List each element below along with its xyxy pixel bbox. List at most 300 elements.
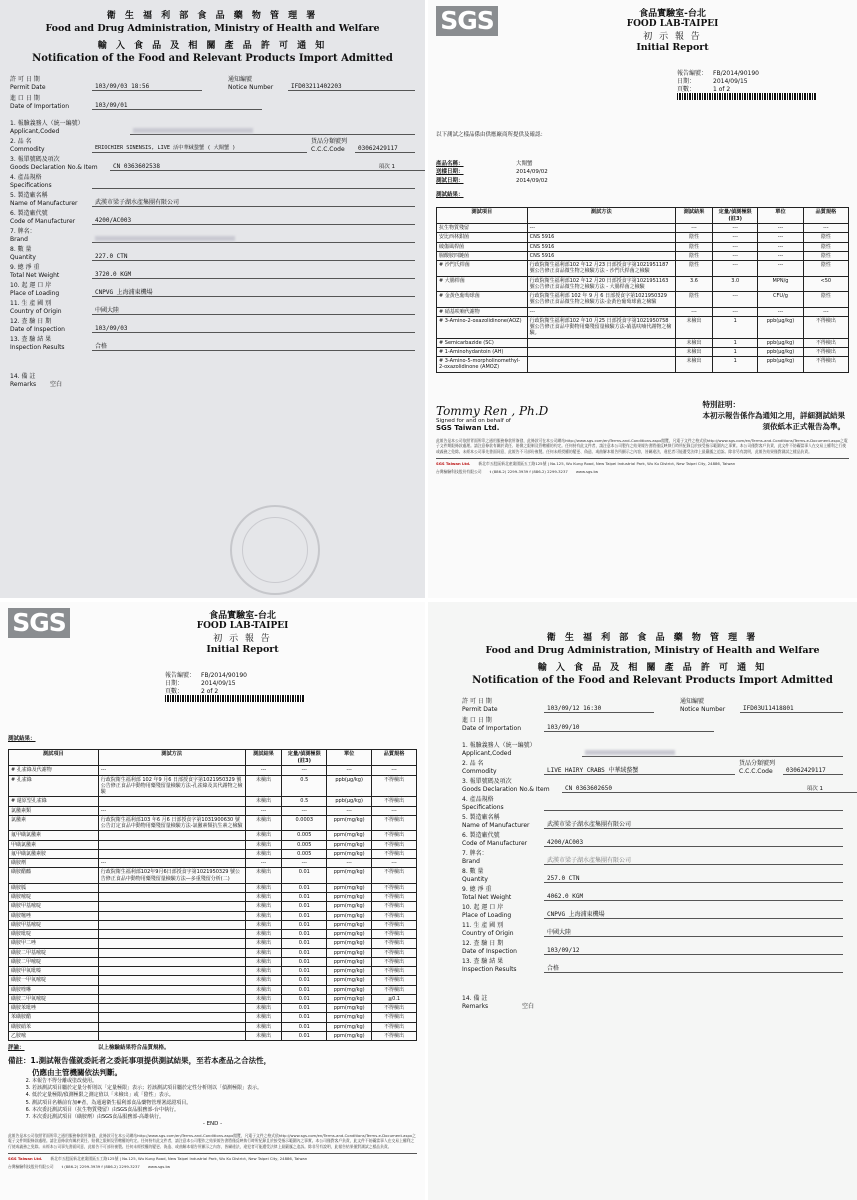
footer-tel: t (886-2) 2299-3939 f (886-2) 2299-3237 xyxy=(61,1163,140,1169)
table-cell: 磺胺噻唑 xyxy=(9,911,99,920)
conclusion-label: 評論： xyxy=(8,1045,25,1051)
qty-label-en: Quantity xyxy=(462,875,488,883)
table-row xyxy=(9,967,417,976)
table-cell: --- xyxy=(372,766,417,775)
fda-notification-1 xyxy=(0,0,425,598)
table-row xyxy=(9,1004,417,1013)
weight-value: 3720.0 KGM xyxy=(92,271,415,280)
table-cell: ppm(mg/kg) xyxy=(327,948,372,957)
table-cell: 磺胺醋醯 xyxy=(9,868,99,884)
result-label-en: Inspection Results xyxy=(462,965,517,973)
table-cell: --- xyxy=(713,307,758,316)
table-cell: 未檢出 xyxy=(245,797,282,806)
table-cell: --- xyxy=(245,859,282,868)
report-titles xyxy=(68,608,417,655)
table-cell: ppb(μg/kg) xyxy=(758,347,803,356)
remark-1 xyxy=(8,1055,417,1078)
table-row xyxy=(437,242,849,251)
table-cell: 未檢出 xyxy=(675,316,712,338)
origin-value: 中國大陸 xyxy=(544,929,843,938)
received-label: 送樣日期： xyxy=(436,169,464,176)
remarks-label-zh: 14. 備 註 xyxy=(462,995,488,1002)
column-header: 定量/偵測極限(註3) xyxy=(282,750,327,766)
notice-number: IFD03U11418801 xyxy=(740,705,843,714)
table-row xyxy=(9,883,417,892)
commodity-value: ERIOCHIER SINENSIS, LIVE 活中華絨螯蟹 ( 大閘蟹 ) xyxy=(92,145,307,153)
result-label-en: Inspection Results xyxy=(10,343,65,351)
signer-name: Tommy Ren , Ph.D xyxy=(436,404,549,419)
table-row xyxy=(9,766,417,775)
inspection-date-value: 103/09/12 xyxy=(544,947,843,956)
commodity-label-en: Commodity xyxy=(462,767,497,775)
table-cell: 未檢出 xyxy=(245,939,282,948)
inspection-date-row xyxy=(462,940,843,955)
ccc-label-en: C.C.C.Code xyxy=(739,767,773,775)
table-cell: --- xyxy=(98,766,245,775)
table-cell: 1 xyxy=(713,347,758,356)
table-cell: 行政院衛生福利部 102 年 9 月 6 日部授食字第1021950329 號公告修正食品微生物之檢驗方法-金黃色葡萄球菌之檢驗 xyxy=(527,292,675,308)
test-date-label: 測試日期： xyxy=(436,177,464,184)
brand-label-en: Brand xyxy=(10,235,28,243)
table-cell xyxy=(98,831,245,840)
table-cell: CNS 5916 xyxy=(527,233,675,242)
column-header: 品質規格 xyxy=(803,208,848,224)
table-cell: 0.01 xyxy=(282,948,327,957)
table-cell: --- xyxy=(527,224,675,233)
table-cell: 磺胺甲二唑 xyxy=(9,939,99,948)
table-cell: 未檢出 xyxy=(245,994,282,1003)
table-row xyxy=(9,902,417,911)
table-cell: --- xyxy=(713,242,758,251)
loading-value: CNPVG 上海浦東機場 xyxy=(92,289,415,298)
table-cell: ppb(μg/kg) xyxy=(327,797,372,806)
table-cell: 0.5 xyxy=(282,797,327,806)
official-seal xyxy=(230,505,320,595)
table-cell: 未檢出 xyxy=(245,957,282,966)
permit-row xyxy=(10,76,415,91)
column-header: 測試方法 xyxy=(98,750,245,766)
table-cell: ppb(μg/kg) xyxy=(758,316,803,338)
table-cell: 磺胺嘧啶 xyxy=(9,893,99,902)
table-cell: 0.005 xyxy=(282,849,327,858)
table-cell: --- xyxy=(758,233,803,242)
table-cell xyxy=(98,840,245,849)
sample-info xyxy=(436,160,849,199)
table-cell: 0.01 xyxy=(282,920,327,929)
table-cell: CNS 5916 xyxy=(527,242,675,251)
table-cell: 磺胺吡啶 xyxy=(9,930,99,939)
table-cell: --- xyxy=(372,859,417,868)
table-cell: --- xyxy=(327,859,372,868)
lab-name-en: FOOD LAB-TAIPEI xyxy=(626,19,719,29)
table-cell: ppm(mg/kg) xyxy=(327,893,372,902)
table-cell xyxy=(98,957,245,966)
table-cell xyxy=(98,994,245,1003)
table-row xyxy=(437,224,849,233)
result-label-zh: 13. 查 驗 結 果 xyxy=(462,958,504,965)
table-cell xyxy=(527,357,675,373)
origin-value: 中國大陸 xyxy=(92,307,415,316)
table-cell: ppm(mg/kg) xyxy=(327,1013,372,1022)
report-type-zh: 初 示 報 告 xyxy=(643,32,702,42)
table-header-row xyxy=(9,750,417,766)
report-type-en: Initial Report xyxy=(206,644,279,655)
table-cell: 行政院衛生福利部102 年10 月25 日部授食字第1021950758號公告修正食品中動物用藥殘留量檢驗方法-硝基呋喃代謝物之檢驗。 xyxy=(527,316,675,338)
table-cell: 苯磺胺醋 xyxy=(9,1013,99,1022)
column-header: 測試項目 xyxy=(9,750,99,766)
table-cell: # 3-Amino-5-morpholinomethyl-2-oxazolidinone (AMOZ) xyxy=(437,357,528,373)
fda-agency-zh: 衛 生 福 利 部 食 品 藥 物 管 理 署 xyxy=(106,11,319,21)
table-cell: 未檢出 xyxy=(245,967,282,976)
table-cell: ppm(mg/kg) xyxy=(327,985,372,994)
barcode xyxy=(677,93,817,100)
remarks-label-en: Remarks xyxy=(10,380,37,388)
result-row xyxy=(462,958,843,973)
remark-1-line-2: 仍應由主管機關依法判斷。 xyxy=(32,1067,122,1077)
declaration-value: CN 0363602538 xyxy=(110,163,425,172)
table-cell: 0.01 xyxy=(282,930,327,939)
table-row xyxy=(437,276,849,292)
column-header: 品質規格 xyxy=(372,750,417,766)
table-row xyxy=(9,911,417,920)
table-cell: --- xyxy=(758,224,803,233)
footer-company: SGS Taiwan Ltd. xyxy=(8,1155,43,1161)
applicant-row xyxy=(462,742,843,757)
permit-date: 103/09/03 18:56 xyxy=(92,83,202,92)
loading-label-en: Place of Loading xyxy=(10,289,60,297)
signing-company: SGS Taiwan Ltd. xyxy=(436,424,500,433)
permit-label-en: Permit Date xyxy=(462,705,498,713)
table-cell: 未檢出 xyxy=(245,920,282,929)
table-cell: 磺胺二甲基嘧啶 xyxy=(9,948,99,957)
special-note-title: 特別註明： xyxy=(702,399,740,409)
mfr-code-row xyxy=(10,210,415,225)
intro-text: 以下測試之樣品係由供應廠商所提供及確認： xyxy=(436,132,547,138)
ccc-label-zh: 貨品分類號列 xyxy=(311,138,348,145)
test-date: 2014/09/02 xyxy=(516,177,548,184)
table-cell: CNS 5916 xyxy=(527,251,675,260)
result-value: 合格 xyxy=(92,343,415,352)
applicant-label-en: Applicant,Coded xyxy=(462,749,512,757)
report-type-zh: 初 示 報 告 xyxy=(213,634,272,644)
table-cell: 磺胺喹啉 xyxy=(9,985,99,994)
table-cell: 不得檢出 xyxy=(372,957,417,966)
fda-header xyxy=(462,630,843,686)
table-cell: 0.01 xyxy=(282,1013,327,1022)
table-cell: ppm(mg/kg) xyxy=(327,831,372,840)
table-cell: 行政院衛生福利部102 年12 月20 日部授食字第1021951163 號公告修正食品微生物之檢驗方法 - 大腸桿菌之檢驗 xyxy=(527,276,675,292)
signature-block xyxy=(436,399,849,433)
commodity-label-zh: 2. 品 名 xyxy=(10,138,32,145)
fda-title-en: Notification of the Food and Relevant Products Import Admitted xyxy=(472,675,833,686)
results-heading xyxy=(8,735,417,743)
table-row xyxy=(9,815,417,831)
table-cell: 0.01 xyxy=(282,1022,327,1031)
page-footer xyxy=(436,458,849,467)
table-cell xyxy=(527,338,675,347)
table-cell: 未檢出 xyxy=(245,840,282,849)
table-cell: 不得檢出 xyxy=(372,920,417,929)
spec-row xyxy=(10,174,415,189)
table-cell: --- xyxy=(713,261,758,277)
fda-title-en: Notification of the Food and Relevant Products Import Admitted xyxy=(32,53,393,64)
table-cell: 不得檢出 xyxy=(372,893,417,902)
table-cell: --- xyxy=(758,307,803,316)
table-cell: 陰性 xyxy=(675,251,712,260)
table-cell: # 孔雀綠及代謝物 xyxy=(9,766,99,775)
note-item: 3. 若該測試項目屬於定量分析則以「定量極限」表示；若該測試項目屬於定性分析則以「偵測極限」表示。 xyxy=(32,1085,417,1092)
table-cell: 磺胺劑 xyxy=(9,859,99,868)
ccc-code: 03062429117 xyxy=(355,145,415,154)
table-cell xyxy=(98,1013,245,1022)
table-cell: 未檢出 xyxy=(245,1022,282,1031)
table-cell: 不得檢出 xyxy=(372,831,417,840)
table-cell: # Semicarbazide (SC) xyxy=(437,338,528,347)
table-cell xyxy=(98,1004,245,1013)
table-cell: 不得檢出 xyxy=(803,316,848,338)
table-cell: 不得檢出 xyxy=(372,868,417,884)
table-cell xyxy=(98,985,245,994)
applicant-label-en: Applicant,Coded xyxy=(10,127,60,135)
weight-label-zh: 9. 總 淨 重 xyxy=(462,886,492,893)
mfr-code-row xyxy=(462,832,843,847)
table-cell: 0.01 xyxy=(282,902,327,911)
table-cell: ppm(mg/kg) xyxy=(327,920,372,929)
table-cell: 不得檢出 xyxy=(372,1022,417,1031)
table-cell: <50 xyxy=(803,276,848,292)
inspection-date-value: 103/09/03 xyxy=(92,325,415,334)
lab-name-zh: 食品實驗室-台北 xyxy=(209,611,276,621)
item-label: 項次 1 xyxy=(806,786,823,793)
ccc-label-en: C.C.C.Code xyxy=(311,145,345,153)
declaration-row xyxy=(10,156,415,171)
table-cell: 行政院衛生福利部103 年6 月6 日部授食字第1031900630 號公告訂定食品中動物用藥殘留量檢驗方法-氯黴素類抗生素之檢驗 xyxy=(98,815,245,831)
date-label: 日期： xyxy=(165,679,184,687)
table-cell: 未檢出 xyxy=(245,976,282,985)
applicant-label-zh: 1. 報驗義務人（統一編號） xyxy=(10,120,84,127)
table-cell: 未檢出 xyxy=(245,775,282,797)
table-cell xyxy=(98,920,245,929)
table-cell: 未檢出 xyxy=(245,985,282,994)
fda-header xyxy=(10,8,415,64)
table-row xyxy=(9,920,417,929)
table-cell: 未檢出 xyxy=(245,1031,282,1040)
table-cell xyxy=(98,976,245,985)
sample-name-label: 產品名稱： xyxy=(436,161,464,167)
end-marker: - END - xyxy=(202,1121,223,1128)
origin-row xyxy=(462,922,843,937)
qty-label-zh: 8. 數 量 xyxy=(10,246,32,253)
received-date: 2014/09/02 xyxy=(516,169,548,176)
table-cell: 甲磺氯黴素 xyxy=(9,840,99,849)
loading-row xyxy=(10,282,415,297)
table-cell: --- xyxy=(758,261,803,277)
table-row xyxy=(437,261,849,277)
table-cell: 不得檢出 xyxy=(372,797,417,806)
import-date: 103/09/10 xyxy=(544,724,714,733)
table-cell: ppm(mg/kg) xyxy=(327,815,372,831)
table-cell: 磺胺甲基嘧啶 xyxy=(9,902,99,911)
table-cell: ppm(mg/kg) xyxy=(327,868,372,884)
table-cell: --- xyxy=(327,766,372,775)
weight-label-en: Total Net Weight xyxy=(10,271,60,279)
declaration-value: CN 0363602650 xyxy=(562,785,857,794)
table-cell: 0.01 xyxy=(282,967,327,976)
page-label: 頁數： xyxy=(165,687,184,695)
spec-label-en: Specifications xyxy=(10,181,52,189)
manufacturer-value: 武漢市梁子湖水產集團有限公司 xyxy=(544,821,843,830)
report-no-label: 報告編號： xyxy=(165,672,196,679)
brand-value: 武漢市梁子湖水產集團有限公司 xyxy=(544,857,843,866)
table-cell xyxy=(98,930,245,939)
inspdate-label-en: Date of Inspection xyxy=(462,947,517,955)
results-table-page-1 xyxy=(436,207,849,373)
table-cell: --- xyxy=(675,307,712,316)
import-row xyxy=(10,95,415,110)
terms-fine-print: 此報告是本公司依照背面所印之通用服務條款所簽發，此條款可在本公司網站http://www.sgs.com/en/Terms-and-Conditions.aspx閱覽，凡電子文件之格式依http://www.sgs.com/en/Terms-and-Conditions/Terms-e-Document.aspx之電子文件期限條款處理。請注意條款有關於責任、賠償之限制及管轄權的約定。任何持有此文件者，請注意本公司製作之結果報告書將僅反映執行時所紀錄且於接受指示範圍內之事實。本公司僅對客戶負責，此文件不妨礙當事人在交易上權利之行使或義務之免除。未經本公司事先書面同意，此報告不可部份複製。任何未經授權的變更、偽造、或曲解本報告所顯示之內容，皆屬違法，違犯者可能遭受法律上最嚴厲之追訴。除非另有說明，此報告結果僅對測試之樣品負責。 xyxy=(436,438,848,454)
table-row xyxy=(437,251,849,260)
table-cell: ppm(mg/kg) xyxy=(327,840,372,849)
spec-value xyxy=(92,181,415,189)
page-footer-2 xyxy=(8,1162,417,1170)
table-cell: 未檢出 xyxy=(245,815,282,831)
table-cell: 未檢出 xyxy=(245,948,282,957)
result-row xyxy=(10,336,415,351)
table-cell: 磺胺二甲氧嘧啶 xyxy=(9,994,99,1003)
table-cell: 不得檢出 xyxy=(372,849,417,858)
table-cell: 0.01 xyxy=(282,939,327,948)
table-cell: 0.5 xyxy=(282,775,327,797)
loading-label-en: Place of Loading xyxy=(462,911,512,919)
sgs-logo: SGS xyxy=(8,608,70,638)
brand-label-zh: 7. 牌名： xyxy=(462,850,488,857)
table-cell: --- xyxy=(327,806,372,815)
mfr-code-value: 4200/AC003 xyxy=(92,217,415,226)
conclusion-text: 以上檢驗結果符合品質規格。 xyxy=(98,1045,170,1051)
column-header: 測試方法 xyxy=(527,208,675,224)
spec-row xyxy=(462,796,843,811)
loading-label-zh: 10. 起 運 口 岸 xyxy=(10,282,52,289)
table-cell: ppm(mg/kg) xyxy=(327,849,372,858)
qty-label-en: Quantity xyxy=(10,253,36,261)
table-cell: 陰性 xyxy=(675,242,712,251)
column-header: 測試結果 xyxy=(245,750,282,766)
terms-fine-print: 此報告是本公司依照背面所印之通用服務條款所簽發，此條款可在本公司網站http://www.sgs.com/en/Terms-and-Conditions.aspx閱覽，凡電子文件之格式依http://www.sgs.com/en/Terms-and-Conditions/Terms-e-Document.aspx之電子文件期限條款處理。請注意條款有關於責任、賠償之限制及管轄權的約定。任何持有此文件者，請注意本公司製作之結果報告書將僅反映執行時所紀錄且於接受指示範圍內之事實。本公司僅對客戶負責，此文件不妨礙當事人在交易上權利之行使或義務之免除。未經本公司事先書面同意，此報告不可部份複製。任何未經授權的變更、偽造、或曲解本報告所顯示之內容，皆屬違法，違犯者可能遭受法律上最嚴厲之追訴。除非另有說明，此報告結果僅對測試之樣品負責。 xyxy=(8,1133,416,1149)
table-cell: # 1-Aminohydantoin (AH) xyxy=(437,347,528,356)
permit-label-zh: 許 可 日 期 xyxy=(10,76,40,83)
table-row xyxy=(9,939,417,948)
mfrcode-label-zh: 6. 製造廠代號 xyxy=(10,210,48,217)
notice-label-en: Notice Number xyxy=(228,83,274,91)
table-cell: 不得檢出 xyxy=(372,1004,417,1013)
notice-label-en: Notice Number xyxy=(680,705,726,713)
spec-value xyxy=(544,803,843,811)
footer-company-zh: 台灣檢驗科技股份有限公司 xyxy=(436,468,482,474)
weight-row xyxy=(462,886,843,901)
table-cell: 0.01 xyxy=(282,883,327,892)
origin-label-en: Country of Origin xyxy=(10,307,62,315)
table-row xyxy=(9,985,417,994)
mfr-label-en: Name of Manufacturer xyxy=(10,199,78,207)
table-cell: 0.01 xyxy=(282,911,327,920)
report-meta xyxy=(677,70,817,100)
report-no-label: 報告編號： xyxy=(677,70,708,77)
table-cell: 0.005 xyxy=(282,831,327,840)
table-cell: 不得檢出 xyxy=(372,775,417,797)
table-cell: ≦0.1 xyxy=(372,994,417,1003)
table-row xyxy=(437,233,849,242)
table-row xyxy=(9,868,417,884)
table-row xyxy=(9,994,417,1003)
mfrcode-label-zh: 6. 製造廠代號 xyxy=(462,832,500,839)
lab-name-en: FOOD LAB-TAIPEI xyxy=(196,621,289,631)
import-label-zh: 進 口 日 期 xyxy=(10,95,40,102)
declaration-row xyxy=(462,778,843,793)
item-label: 項次 1 xyxy=(378,164,395,171)
table-cell: 0.01 xyxy=(282,868,327,884)
table-cell xyxy=(98,1031,245,1040)
ccc-label-zh: 貨品分類號列 xyxy=(739,760,776,767)
table-cell: --- xyxy=(282,766,327,775)
manufacturer-value: 武漢市梁子湖水產集團有限公司 xyxy=(92,199,415,208)
fda-agency-zh: 衛 生 福 利 部 食 品 藥 物 管 理 署 xyxy=(546,633,759,643)
table-cell: 不得檢出 xyxy=(372,939,417,948)
table-cell: 未檢出 xyxy=(245,883,282,892)
table-row xyxy=(9,893,417,902)
table-cell xyxy=(98,893,245,902)
table-cell: 氯黴素類 xyxy=(9,806,99,815)
table-cell: ppm(mg/kg) xyxy=(327,994,372,1003)
remark-1-line-1: 備註：1.測試報告僅就委託者之委託事項提供測試結果，至若本產品之合法性， xyxy=(8,1056,272,1066)
table-cell: 不得檢出 xyxy=(803,347,848,356)
footer-address: 新北市五股區新北產業園區五工路125號 | No.125, Wu Kung Road, New Taipei Industrial Park, Wu Ku District, New Taipei City, 24886, Taiwan xyxy=(50,1155,308,1161)
page-footer xyxy=(8,1153,417,1162)
table-cell: 陰性 xyxy=(803,251,848,260)
footer-web: www.sgs.tw xyxy=(147,1163,171,1169)
origin-label-en: Country of Origin xyxy=(462,929,514,937)
brand-label-en: Brand xyxy=(462,857,480,865)
table-cell: 安比西林鉗菌 xyxy=(437,233,528,242)
applicant-value xyxy=(582,749,843,758)
table-cell: 不得檢出 xyxy=(372,902,417,911)
brand-label-zh: 7. 牌名： xyxy=(10,228,36,235)
report-no: FB/2014/90190 xyxy=(201,672,247,679)
mfr-label-zh: 5. 製造廠名稱 xyxy=(462,814,500,821)
decl-label-en: Goods Declaration No.& Item xyxy=(462,785,550,793)
table-cell: ppm(mg/kg) xyxy=(327,976,372,985)
table-cell: 未檢出 xyxy=(245,1013,282,1022)
manufacturer-row xyxy=(462,814,843,829)
table-cell: 未檢出 xyxy=(675,357,712,373)
table-cell: ppm(mg/kg) xyxy=(327,1004,372,1013)
table-cell: 不得檢出 xyxy=(372,840,417,849)
weight-label-en: Total Net Weight xyxy=(462,893,512,901)
results-table-page-2 xyxy=(8,749,417,1041)
table-cell: 未檢出 xyxy=(675,347,712,356)
table-cell xyxy=(98,797,245,806)
result-value: 合格 xyxy=(544,965,843,974)
report-type-en: Initial Report xyxy=(636,42,709,53)
table-cell: --- xyxy=(245,806,282,815)
table-cell: ppm(mg/kg) xyxy=(327,1022,372,1031)
inspdate-label-zh: 12. 查 驗 日 期 xyxy=(10,318,52,325)
table-cell: 未檢出 xyxy=(245,849,282,858)
inspection-date-row xyxy=(10,318,415,333)
table-cell: --- xyxy=(527,307,675,316)
table-cell: # 金黃色葡萄球菌 xyxy=(437,292,528,308)
applicant-row xyxy=(10,120,415,135)
permit-date: 103/09/12 16:30 xyxy=(544,705,654,714)
